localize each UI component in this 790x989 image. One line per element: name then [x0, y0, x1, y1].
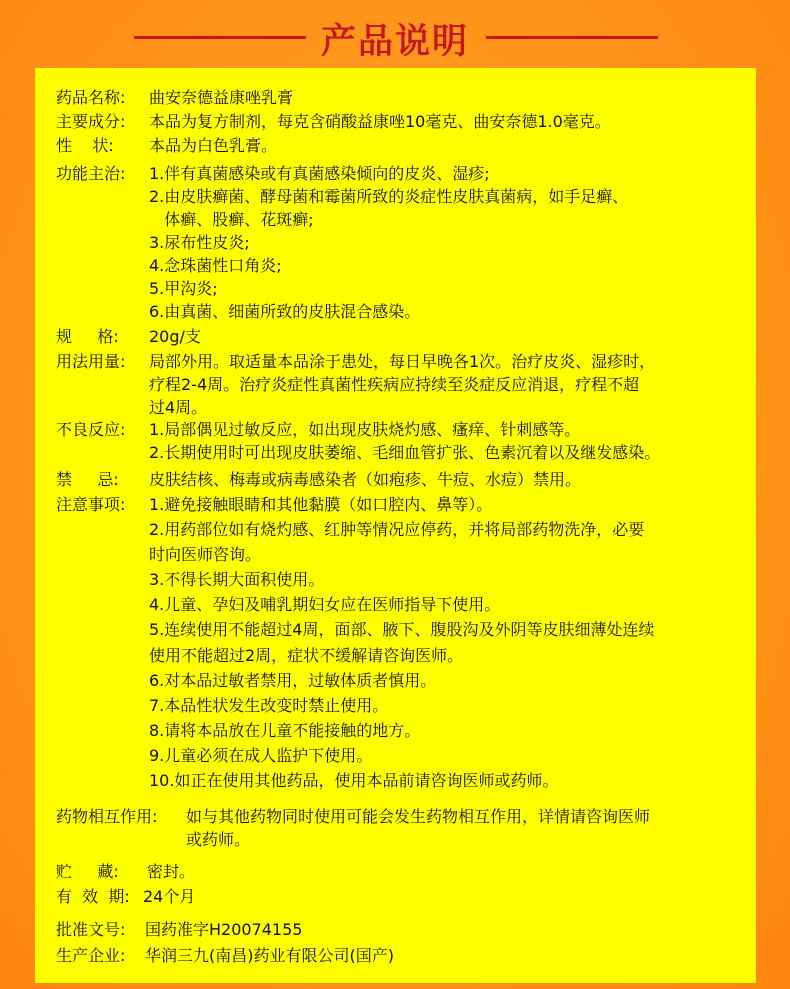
field-label: 注意事项:: [56, 495, 126, 514]
field-value-line: 9.儿童必须在成人监护下使用。: [149, 745, 373, 765]
field-value-line: 2.用药部位如有烧灼感、红肿等情况应停药，并将局部药物洗净，必要: [149, 520, 645, 540]
field-value-line: 4.儿童、孕妇及哺乳期妇女应在医师指导下使用。: [149, 595, 501, 615]
field-label: 批准文号:: [56, 920, 126, 939]
field-value-line: 本品为白色乳膏。: [149, 136, 278, 155]
field-value: [147, 860, 195, 883]
field-value: [149, 162, 628, 323]
field-value: [149, 418, 660, 464]
field-value-line: 曲安奈德益康唑乳膏: [149, 88, 294, 107]
field-label: 性 状:: [56, 136, 114, 155]
field-value: [149, 350, 655, 419]
field-label: 有 效 期:: [56, 887, 130, 906]
field-value: [145, 918, 302, 941]
field-value-line: 2.长期使用时可出现皮肤萎缩、毛细血管扩张、色素沉着以及继发感染。: [149, 443, 661, 462]
field-value-line: 皮肤结核、梅毒或病毒感染者（如疱疹、牛痘、水痘）禁用。: [149, 470, 582, 489]
field-value-line: 5.连续使用不能超过4周，面部、腋下、腹股沟及外阴等皮肤细薄处连续: [149, 620, 655, 640]
field-label: 贮 藏:: [56, 862, 119, 881]
field-value-line: 使用不能超过2周，症状不缓解请咨询医师。: [149, 645, 464, 665]
field-value-line: 4.念珠菌性口角炎;: [149, 256, 282, 275]
field-value-line: 1.局部偶见过敏反应，如出现皮肤烧灼感、瘙痒、针刺感等。: [149, 420, 581, 439]
field-value-line: 24个月: [143, 887, 196, 906]
field-value-line: 本品为复方制剂，每克含硝酸益康唑10毫克、曲安奈德1.0毫克。: [149, 112, 611, 131]
field-value: [186, 805, 650, 851]
field-value-line: 或药师。: [186, 830, 251, 849]
field-value: [149, 468, 581, 491]
field-label: 规 格:: [56, 327, 119, 346]
field-label: 主要成分:: [56, 112, 126, 131]
field-value-line: 1.避免接触眼睛和其他黏膜（如口腔内、鼻等）。: [149, 495, 493, 514]
field-value-line: 3.不得长期大面积使用。: [149, 570, 325, 590]
field-value-line: 时向医师咨询。: [149, 545, 262, 565]
field-value-line: 2.由皮肤癣菌、酵母菌和霉菌所致的炎症性皮肤真菌病，如手足癣、: [149, 187, 629, 206]
field-value-line: 如与其他药物同时使用可能会发生药物相互作用，详情请咨询医师: [186, 807, 651, 826]
field-label: 禁 忌:: [56, 470, 119, 489]
field-value: [149, 134, 277, 157]
field-label: 药品名称:: [56, 88, 126, 107]
field-value: [149, 492, 654, 793]
field-label: 不良反应:: [56, 420, 126, 439]
field-value-line: 5.甲沟炎;: [149, 279, 218, 298]
field-value-line: 3.尿布性皮炎;: [149, 233, 250, 252]
field-value-line: 过4周。: [149, 398, 208, 417]
field-value: [143, 885, 195, 908]
title-rule-left: [134, 36, 306, 39]
field-label: 生产企业:: [56, 946, 126, 965]
field-value-line: 10.如正在使用其他药品，使用本品前请咨询医师或药师。: [149, 771, 559, 791]
field-value-line: 国药准字H20074155: [145, 920, 303, 939]
field-value-line: 20g/支: [149, 327, 201, 346]
field-value: [145, 944, 394, 967]
field-value-line: 密封。: [147, 862, 196, 881]
title-rule-right: [486, 36, 658, 39]
field-value: [149, 325, 201, 348]
field-label: 功能主治:: [56, 164, 126, 183]
header: [0, 10, 790, 66]
instructions-panel: [35, 68, 756, 983]
field-value-line: 7.本品性状发生改变时禁止使用。: [149, 695, 389, 715]
field-value: [149, 86, 293, 109]
field-value-line: 6.由真菌、细菌所致的皮肤混合感染。: [149, 302, 421, 321]
field-value-line: 华润三九(南昌)药业有限公司(国产): [145, 946, 394, 965]
field-value-line: 8.请将本品放在儿童不能接触的地方。: [149, 720, 421, 740]
field-label: 药物相互作用:: [56, 807, 158, 826]
field-label: 用法用量:: [56, 352, 126, 371]
field-value-line: 局部外用。取适量本品涂于患处，每日早晚各1次。治疗皮炎、湿疹时，: [149, 352, 656, 371]
page-title: 产品说明: [320, 22, 469, 62]
field-value-line: 体癣、股癣、花斑癣;: [149, 210, 314, 229]
field-value-line: 1.伴有真菌感染或有真菌感染倾向的皮炎、湿疹;: [149, 164, 490, 183]
field-value-line: 疗程2-4周。治疗炎症性真菌性疾病应持续至炎症反应消退，疗程不超: [149, 375, 640, 394]
field-value: [149, 110, 611, 133]
field-value-line: 6.对本品过敏者禁用，过敏体质者慎用。: [149, 670, 437, 690]
